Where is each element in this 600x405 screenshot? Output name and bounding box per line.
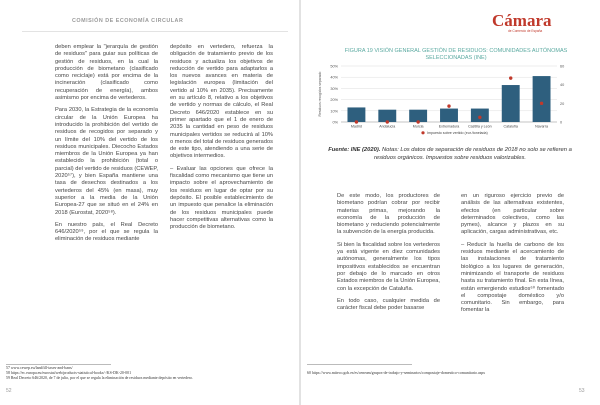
bar (378, 110, 396, 122)
y2-tick-label: 0 (560, 120, 563, 125)
y-axis-label: Residuos recogidos separado (318, 71, 322, 117)
bar (440, 109, 458, 122)
data-point (355, 120, 358, 123)
paragraph: En nuestro país, el Real Decreto 646/2020⁵⁹, por el que se regula la eliminación de residuos mediante (55, 221, 158, 243)
footnote-rule (6, 364, 111, 365)
x-tick-label: Extremadura (438, 124, 460, 129)
header-divider (22, 31, 288, 32)
y2-tick-label: 60 (560, 64, 565, 69)
waste-chart (313, 60, 587, 140)
logo-subtitle: de Comercio de España (508, 29, 543, 33)
paragraph: En todo caso, cualquier medida de carácter fiscal debe poder basarse (337, 297, 440, 312)
data-point (509, 76, 512, 79)
left-column-2 (170, 44, 273, 236)
right-column-2 (461, 193, 564, 320)
footnote-58: 58 https://ec.europa.eu/eurostat/web/products-statistical-books/-/KS-DK-20-001 (6, 371, 132, 375)
x-tick-label: Cataluña (503, 124, 518, 129)
right-page (301, 0, 600, 405)
y-tick-label: 0% (332, 120, 338, 125)
x-tick-label: Madrid (350, 124, 362, 129)
bar (502, 85, 520, 122)
data-point (478, 116, 481, 119)
caption-source: Fuente: INE (2020). (328, 147, 381, 153)
camara-logo: Cámara (492, 11, 552, 30)
footnote-rule (307, 364, 412, 365)
figure-caption (319, 147, 581, 162)
x-tick-label: Murcia (412, 124, 424, 129)
paragraph: depósito en vertedero, refuerza la obligación de tratamiento previo de los residuos y actualiza los objetivos de reducción de vertido para adaptarlos a los nuevos avances en materia de legislación europea (limitación del vertido al 10% en 2035). Precisamente en su artículo 8, relativo a los objetivos de vertido y normas de cálculo, el Real Decreto 646/2020 establece en su primer apartado que el 1 de enero de 2035 la cantidad en peso de residuos municipales vertidos se reducirá al 10% o menos del total de residuos generados de este tipo, atendiendo a una serie de objetivos intermedios. (170, 44, 273, 160)
left-column-1 (55, 44, 158, 249)
x-tick-label: Navarra (535, 124, 548, 129)
y2-tick-label: 40 (560, 83, 565, 88)
page-number: 52 (6, 388, 12, 394)
footnote-60: 60 https://www.miteco.gob.es/es/ceneam/grupos-de-trabajo-y-seminarios/compostaje-domestico-comunitario.aspx (307, 371, 486, 375)
paragraph: De este modo, los productores de biometano podrían cobrar por recibir materias primas, mejorando la economía de la producción de biometano y reduciendo potencialmente la subvención de la energía producida. (337, 193, 440, 236)
x-tick-label: Andalucía (379, 124, 396, 129)
paragraph: – Reducir la huella de carbono de los residuos mediante el acercamiento de las instalaciones de tratamiento biológico a los lugares de generación, minimizando el transporte de residuos hasta su tratamiento final. En esta línea, están emergiendo estudios⁶⁰ fomentado el compostaje doméstico y/o comunitario. Sin embargo, para fomentar la (461, 241, 564, 314)
bar (347, 107, 365, 122)
paragraph: en un riguroso ejercicio previo de análisis de las alternativas existentes, efectos (en particular sobre determinados colectivos, como las pymes), alcance y plazos en su aplicación, cargas administrativas, etc. (461, 193, 564, 236)
y-tick-label: 10% (330, 109, 338, 114)
legend-label: Impuesto sobre vertido (eur./tonelada) (427, 131, 488, 135)
y-tick-label: 20% (330, 98, 338, 103)
caption-notes: Notas: Los datos de separación de residuos de 2018 no solo se refieren a residuos orgánicos. Impuestos sobre residuos valorizables. (373, 147, 572, 161)
data-point (416, 120, 419, 123)
data-point (540, 102, 543, 105)
paragraph: deben emplear la "jerarquía de gestión de residuos" para guiar sus políticas de gestión de residuos, en la cual la producción de biometano (clasificado como reciclaje) está por encima de la incineración (clasificado como recuperación de energía), ambos asimismo por encima de vertederos. (55, 44, 158, 102)
paragraph: Si bien la fiscalidad sobre los vertederos ya está vigente en diez comunidades autónomas, generalmente los tipos impositivos establecidos se encuentran por debajo de lo marcado en otros Estados miembros de la Unión Europea, con la excepción de Cataluña. (337, 241, 440, 292)
data-point (386, 120, 389, 123)
x-tick-label: Castilla y León (468, 124, 492, 129)
y2-tick-label: 20 (560, 101, 565, 106)
running-header: COMISIÓN DE ECONOMÍA CIRCULAR (72, 18, 184, 24)
paragraph: Para 2030, la Estrategia de la economía circular de la Unión Europea ha introducido la prohibición del vertido de residuos de recogidos por separado y un límite del 10% del vertido de los residuos municipales. Diecocho Estados miembros de la Unión Europea ya han establecido la prohibición (total o parcial) del vertido de residuos (CEWEP, 2020⁵⁷), y bien España mantiene una tasa de desechos destinados a los vertederos del 45% (en masa), muy superior a la media de la Unión Europea-27 que se situó en el 24% en 2018 (Eurostat, 2020⁵⁸). (55, 107, 158, 216)
page-number: 53 (579, 388, 585, 394)
footnote-57: 57 www.cewep.eu/landfill-taxes-and-bans/ (6, 366, 73, 370)
y-tick-label: 30% (330, 86, 338, 91)
right-column-1 (337, 193, 440, 317)
paragraph: – Evaluar las opciones que ofrece la fiscalidad como mecanismo que tiene un impacto sobre el aprovechamiento de los residuos en lugar de optar por su depósito. El posible establecimiento de un impuesto que penalice la eliminación de los residuos municipales puede hacer competitivas alternativas como la producción de biometano. (170, 165, 273, 231)
bar (409, 110, 427, 122)
bar (471, 109, 489, 122)
figure-title: FIGURA 19 VISIÓN GENERAL GESTIÓN DE RESIDUOS: COMUNIDADES AUTÓNOMAS SELECCIONADAS (INE) (344, 48, 568, 61)
y-tick-label: 40% (330, 75, 338, 80)
y-tick-label: 50% (330, 64, 338, 69)
bar (533, 76, 551, 122)
left-page (0, 0, 299, 405)
data-point (447, 104, 450, 107)
legend-marker (421, 131, 424, 134)
footnote-59: 59 Real Decreto 646/2020, de 7 de julio, por el que se regula la eliminación de residuos mediante depósito en vertedero. (6, 376, 194, 380)
